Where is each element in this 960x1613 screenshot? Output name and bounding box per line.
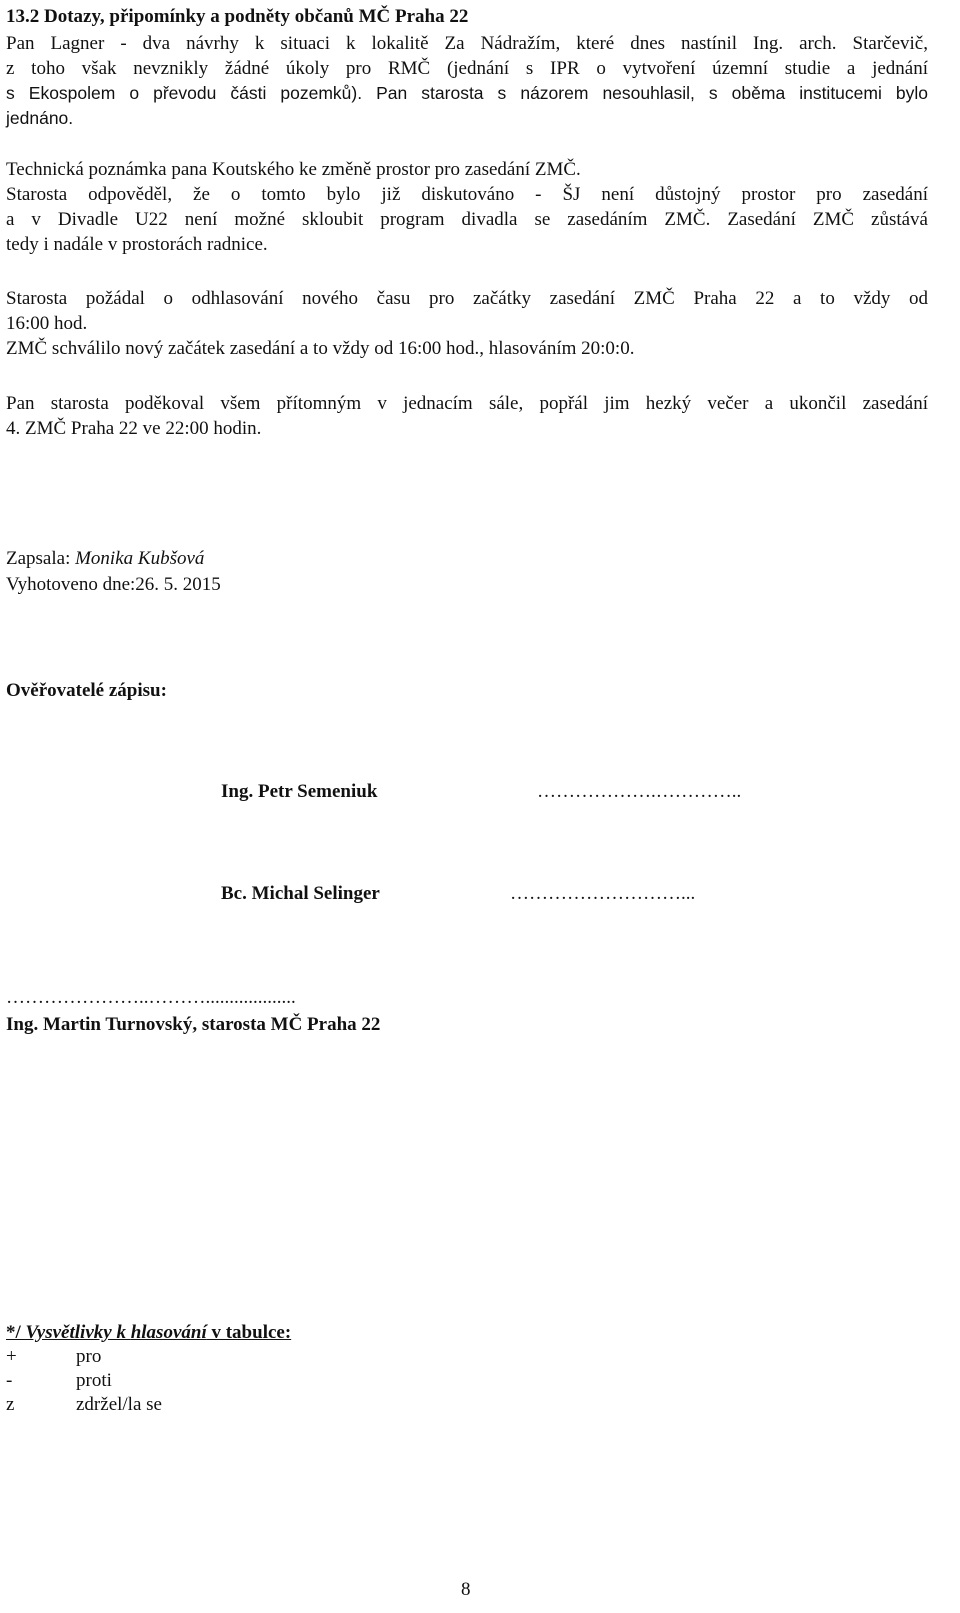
paragraph-koutsky xyxy=(6,157,928,257)
legend-text: zdržel/la se xyxy=(76,1394,162,1415)
paragraph-line: tedy i nadále v prostorách radnice. xyxy=(6,234,268,255)
paragraph-line: Starosta odpověděl, že o tomto bylo již diskutováno - ŠJ není důstojný prostor pro zasedání xyxy=(6,184,928,205)
paragraph-line: 16:00 hod. xyxy=(6,313,88,334)
verifiers-heading: Ověřovatelé zápisu: xyxy=(6,680,167,701)
paragraph-time-vote xyxy=(6,286,928,361)
paragraph-line: jednáno. xyxy=(6,108,74,128)
verifier-name: Bc. Michal Selinger xyxy=(221,883,380,904)
legend-symbol: z xyxy=(6,1394,15,1415)
paragraph-closing xyxy=(6,391,928,441)
signature-line: ……………….………….. xyxy=(537,781,742,802)
page-number: 8 xyxy=(461,1579,471,1600)
paragraph-line: z toho však nevznikly žádné úkoly pro RMČ (jednání s IPR o vytvoření územní studie a jednání xyxy=(6,58,928,79)
legend-title-a: Vysvětlivky k xyxy=(25,1322,131,1343)
paragraph-line: ZMČ schválilo nový začátek zasedání a to vždy od 16:00 hod., hlasováním 20:0:0. xyxy=(6,338,635,359)
prepared-date: Vyhotoveno dne:26. 5. 2015 xyxy=(6,574,221,595)
recorded-label: Zapsala: xyxy=(6,548,76,569)
section-heading: 13.2 Dotazy, připomínky a podněty občanů MČ Praha 22 xyxy=(6,6,469,27)
paragraph-line: Pan Lagner - dva návrhy k situaci k lokalitě Za Nádražím, které dnes nastínil Ing. arch. Starčevič, xyxy=(6,33,928,54)
paragraph-line: Pan starosta poděkoval všem přítomným v jednacím sále, popřál jim hezký večer a ukončil zasedání xyxy=(6,393,928,414)
legend-symbol: + xyxy=(6,1346,17,1367)
verifier-name: Ing. Petr Semeniuk xyxy=(221,781,378,802)
paragraph-line: Starosta požádal o odhlasování nového času pro začátky zasedání ZMČ Praha 22 a to vždy od xyxy=(6,288,928,309)
paragraph-lagner xyxy=(6,31,928,131)
legend-title-c: v tabulce: xyxy=(206,1322,292,1343)
legend-symbol: - xyxy=(6,1370,13,1391)
legend-text: pro xyxy=(76,1346,102,1367)
legend-title-b: hlasování xyxy=(130,1322,207,1343)
mayor-name: Ing. Martin Turnovský, starosta MČ Praha 22 xyxy=(6,1014,381,1035)
recorded-by xyxy=(6,546,204,571)
recorder-name: Monika Kubšová xyxy=(75,548,205,569)
paragraph-line: s Ekospolem o převodu části pozemků). Pan starosta s názorem nesouhlasil, s oběma institucemi bylo xyxy=(6,83,928,103)
paragraph-line: a v Divadle U22 není možné skloubit program divadla se zasedáním ZMČ. Zasedání ZMČ zůstává xyxy=(6,209,928,230)
signature-line: ………………………... xyxy=(510,883,696,904)
mayor-signature-line: …………………..………................... xyxy=(6,987,296,1008)
legend-text: proti xyxy=(76,1370,112,1391)
legend-title xyxy=(6,1320,291,1345)
legend-prefix: */ xyxy=(6,1322,26,1343)
paragraph-title: Technická poznámka pana Koutského ke změně prostor pro zasedání ZMČ. xyxy=(6,159,581,180)
paragraph-line: 4. ZMČ Praha 22 ve 22:00 hodin. xyxy=(6,418,262,439)
